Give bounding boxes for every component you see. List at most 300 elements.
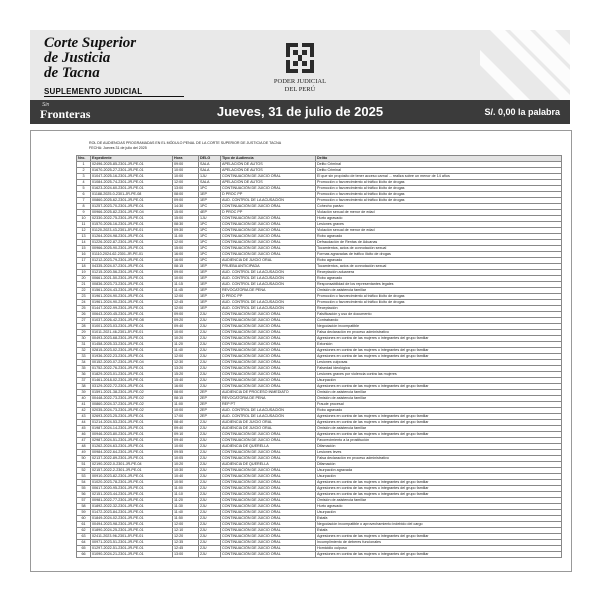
table-cell: 00836-2023-73-2301-JR-PE-01	[91, 282, 173, 288]
table-cell: 1EP	[199, 288, 221, 294]
table-cell: 01570-2026-16-2301-JR-PE-01	[91, 222, 173, 228]
table-cell: AUD. CONTROL DE LA ACUSACIÓN	[221, 282, 316, 288]
table-cell: D PROC PP	[221, 192, 316, 198]
table-cell: 01215-2020-56-2301-JR-PE-01	[91, 270, 173, 276]
table-cell: 2JU	[199, 480, 221, 486]
table-cell: 00448-2022-73-2301-JR-PE-02	[91, 396, 173, 402]
table-cell: CONTINUACIÓN DE JUICIO ORAL	[221, 360, 316, 366]
table-cell: Omisión de asistencia familiar	[316, 288, 562, 294]
table-cell: Cohecho pasivo	[316, 204, 562, 210]
table-cell: 18	[77, 264, 91, 270]
table-cell: 16:00	[173, 384, 199, 390]
table-cell: 02330-2022-75-2301-JR-PE-01	[91, 216, 173, 222]
table-cell: 15	[77, 246, 91, 252]
table-cell: 01961-2024-90-2301-JR-PE-01	[91, 294, 173, 300]
table-cell: Homicidio culposo	[316, 546, 562, 552]
table-cell: 11:45	[173, 288, 199, 294]
table-cell: 12:00	[173, 306, 199, 312]
table-cell: CONTINUACIÓN DE JUICIO ORAL	[221, 216, 316, 222]
table-cell: 13:00	[173, 552, 199, 558]
table-cell: Delito Criminal	[316, 162, 562, 168]
table-cell: 1EP	[199, 282, 221, 288]
table-cell: CONTINUACIÓN DE JUICIO ORAL	[221, 522, 316, 528]
table-cell: APELACIÓN DE AUTOS	[221, 168, 316, 174]
table-cell: 4	[77, 180, 91, 186]
supplement-underline	[44, 96, 184, 97]
table-cell: 1PC	[199, 186, 221, 192]
table-cell: 65	[77, 546, 91, 552]
document-title: ROL DE AUDIENCIAS PROGRAMADAS EN EL MÓDULO PENAL DE LA CORTE SUPERIOR DE JUSTICIA DE TACNA	[89, 141, 282, 145]
table-cell: Usurpación agravada	[316, 468, 562, 474]
table-cell: 12:45	[173, 546, 199, 552]
table-cell: 1PC	[199, 252, 221, 258]
table-cell: 1PC	[199, 240, 221, 246]
table-cell: 9	[77, 210, 91, 216]
table-cell: Tocamientos, actos de connotación sexual	[316, 264, 562, 270]
table-cell: AUD. CONTROL DE LA ACUSACIÓN	[221, 408, 316, 414]
table-cell: 00493-2023-68-2301-JR-PE-01	[91, 336, 173, 342]
table-cell: AUD. CONTROL DE LA ACUSACIÓN	[221, 414, 316, 420]
table-cell: 11:00	[173, 486, 199, 492]
table-cell: 10:30	[173, 468, 199, 474]
table-cell: CONTINUACIÓN DE JUICIO ORAL	[221, 384, 316, 390]
table-cell: Agresiones en contra de las mujeres o integrantes del grupo familiar	[316, 414, 562, 420]
table-cell: 11:20	[173, 342, 199, 348]
table-cell: 34	[77, 360, 91, 366]
hearings-document	[30, 130, 572, 572]
table-cell: 01670-2025-27-2301-JR-PE-01	[91, 168, 173, 174]
table-cell: CONTINUACIÓN DE JUICIO ORAL	[221, 456, 316, 462]
table-cell: 01084-2025-74-2301-JR-PE-01	[91, 180, 173, 186]
table-cell: Violación sexual de menor de edad	[316, 210, 562, 216]
table-cell: CONTINUACIÓN DE JUICIO ORAL	[221, 336, 316, 342]
table-cell: 2JU	[199, 540, 221, 546]
table-cell: CONTINUACIÓN DE JUICIO ORAL	[221, 450, 316, 456]
table-cell: CONTINUACIÓN DE JUICIO ORAL	[221, 174, 316, 180]
table-cell: 2JU	[199, 528, 221, 534]
table-cell: D PROC PP	[221, 294, 316, 300]
table-cell: Negociación incompatible	[316, 324, 562, 330]
table-cell: 31	[77, 342, 91, 348]
table-cell: 2JU	[199, 312, 221, 318]
table-cell: 1PC	[199, 258, 221, 264]
table-cell: APELACIÓN DE AUTOS	[221, 162, 316, 168]
table-cell: 12:00	[173, 522, 199, 528]
table-cell: Promoción o favorecimiento al tráfico ilícito de drogas	[316, 192, 562, 198]
table-cell: 2JU	[199, 522, 221, 528]
table-cell: 02496-2025-85-2301-JR-PE-01	[91, 162, 173, 168]
table-cell: 14	[77, 240, 91, 246]
table-cell: CONTINUACIÓN DE JUICIO ORAL	[221, 528, 316, 534]
date-band	[30, 100, 570, 124]
table-cell: 2JU	[199, 348, 221, 354]
table-cell: 02157-2022-2-2301-JR-PE-01	[91, 468, 173, 474]
poder-judicial-line-1: PODER JUDICIAL	[273, 78, 327, 85]
table-cell: CONTINUACIÓN DE JUICIO ORAL	[221, 510, 316, 516]
table-cell: 21	[77, 282, 91, 288]
table-cell: CONTINUACIÓN DE JUICIO ORAL	[221, 366, 316, 372]
sin-label: Sin	[42, 102, 50, 108]
table-cell: 51	[77, 462, 91, 468]
table-cell: 1PC	[199, 228, 221, 234]
table-cell: 43	[77, 414, 91, 420]
table-cell: Receptación aduanera	[316, 270, 562, 276]
table-cell: Difamación	[316, 444, 562, 450]
table-cell: 12:10	[173, 528, 199, 534]
table-cell: 25	[77, 306, 91, 312]
table-cell: 12:00	[173, 294, 199, 300]
table-cell: Agresiones en contra de las mujeres o integrantes del grupo familiar	[316, 486, 562, 492]
table-cell: 10:00	[173, 444, 199, 450]
table-cell: 01011-2021-46-2301-JR-PE-01	[91, 330, 173, 336]
table-cell: 33	[77, 354, 91, 360]
table-cell: AUD. CONTROL DE LA ACUSACIÓN	[221, 306, 316, 312]
table-cell: Favorecimiento a la prostitución	[316, 438, 562, 444]
table-cell: 2JU	[199, 354, 221, 360]
table-cell: CONTINUACIÓN DE JUICIO ORAL	[221, 186, 316, 192]
table-cell: 10:00	[173, 408, 199, 414]
table-cell: 09:40	[173, 426, 199, 432]
table-cell: CONTINUACIÓN DE JUICIO ORAL	[221, 342, 316, 348]
table-cell: 2JU	[199, 426, 221, 432]
table-cell: 2JU	[199, 324, 221, 330]
table-cell: CONTINUACIÓN DE JUICIO ORAL	[221, 504, 316, 510]
table-cell: 12:20	[173, 534, 199, 540]
table-cell: AUDIENCIA DE JUICIO ORAL	[221, 258, 316, 264]
table-cell: 64	[77, 540, 91, 546]
table-cell: 12:00	[173, 354, 199, 360]
table-cell: 1EP	[199, 300, 221, 306]
table-cell: 2EP	[199, 408, 221, 414]
table-cell: 5	[77, 186, 91, 192]
table-cell: 08:15	[173, 396, 199, 402]
table-cell: 10:50	[173, 480, 199, 486]
table-cell: 00971-2023-51-2301-JR-PE-01	[91, 540, 173, 546]
table-cell: CONTINUACIÓN DE JUICIO ORAL	[221, 540, 316, 546]
table-cell: 09:00	[173, 198, 199, 204]
table-cell: 2JU	[199, 336, 221, 342]
table-cell: REP PT	[221, 402, 316, 408]
table-cell: 02035-2024-73-2301-JR-PE-02	[91, 408, 173, 414]
table-cell: 2JU	[199, 372, 221, 378]
table-cell: 09:30	[173, 228, 199, 234]
table-cell: 01591-2021-38-2301-JR-PE-02	[91, 390, 173, 396]
table-cell: Lesiones culposas	[316, 360, 562, 366]
table-cell: 26	[77, 312, 91, 318]
table-cell: 2JU	[199, 552, 221, 558]
table-cell: 2JU	[199, 318, 221, 324]
edition-date: Jueves, 31 de julio de 2025	[216, 104, 384, 119]
table-cell: 00152-2020-07-2301-JR-PE-04	[91, 360, 173, 366]
table-cell: 24	[77, 300, 91, 306]
table-cell: 2EP	[199, 414, 221, 420]
table-cell: 02987-2024-51-2301-JR-PE-01	[91, 438, 173, 444]
table-cell: AUDIENCIA DE QUERELLA	[221, 462, 316, 468]
table-cell: AUDIENCIA DE PROCESO INMEDIATO	[221, 390, 316, 396]
table-cell: Formas agravadas de tráfico ilícito de drogas	[316, 252, 562, 258]
table-cell: 01001-2023-03-2301-JR-PE-01	[91, 324, 173, 330]
table-cell: 61	[77, 522, 91, 528]
table-cell: 2JU	[199, 342, 221, 348]
table-cell: 8	[77, 204, 91, 210]
table-cell: 10:00	[173, 276, 199, 282]
table-cell: 57	[77, 498, 91, 504]
table-cell: 2JU	[199, 546, 221, 552]
table-cell: 03129-2022-72-2301-JR-PE-01	[91, 384, 173, 390]
table-cell: 45	[77, 426, 91, 432]
table-cell: Contrabando	[316, 318, 562, 324]
table-cell: 00643-2020-45-2301-JR-PE-01	[91, 312, 173, 318]
table-cell: 10:00	[173, 174, 199, 180]
table-cell: CONTINUACIÓN DE JUICIO ORAL	[221, 324, 316, 330]
table-cell: Hurto agravado	[316, 504, 562, 510]
table-cell: CONTINUACIÓN DE JUICIO ORAL	[221, 372, 316, 378]
table-cell: 37	[77, 378, 91, 384]
table-cell: AUD. CONTROL DE LA ACUSACIÓN	[221, 270, 316, 276]
table-cell: CONTINUACIÓN DE JUICIO ORAL	[221, 474, 316, 480]
table-cell: 09:55	[173, 450, 199, 456]
table-cell: 29	[77, 330, 91, 336]
table-cell: Usurpación	[316, 474, 562, 480]
table-cell: 12:00	[173, 180, 199, 186]
table-cell: Difamación	[316, 462, 562, 468]
table-cell: 11:40	[173, 348, 199, 354]
table-cell: 10:05	[173, 456, 199, 462]
table-cell: 01561-2024-43-2301-JR-PE-01	[91, 288, 173, 294]
table-cell: 01752-2022-76-2301-JR-PE-01	[91, 366, 173, 372]
table-cell: 10	[77, 216, 91, 222]
table-cell: CONTINUACIÓN DE JUICIO ORAL	[221, 234, 316, 240]
table-cell: 01461-2018-02-2301-JR-PE-01	[91, 378, 173, 384]
table-cell: 2JU	[199, 516, 221, 522]
table-cell: Agresiones en contra de las mujeres o integrantes del grupo familiar	[316, 432, 562, 438]
table-cell: 1PC	[199, 204, 221, 210]
table-cell: Falsa declaración en proceso administrativo	[316, 456, 562, 462]
table-cell: 54	[77, 480, 91, 486]
table-cell: Omisión de asistencia familiar	[316, 396, 562, 402]
table-cell: 15:00	[173, 216, 199, 222]
table-cell: Robo agravado	[316, 258, 562, 264]
table-cell: AUDIENCIA DE JUICIO ORAL	[221, 426, 316, 432]
table-cell: 01936-2022-23-2301-JR-PE-01	[91, 354, 173, 360]
table-cell: Responsabilidad de los representantes legales	[316, 282, 562, 288]
table-cell: CONTINUACIÓN DE JUICIO ORAL	[221, 438, 316, 444]
table-cell: 10:00	[173, 330, 199, 336]
table-cell: CONTINUACIÓN DE JUICIO ORAL	[221, 432, 316, 438]
table-cell: 01214-2024-53-2301-JR-PE-01	[91, 420, 173, 426]
table-cell: 1JU	[199, 174, 221, 180]
table-cell: CONTINUACIÓN DE JUICIO ORAL	[221, 240, 316, 246]
table-cell: 09:00	[173, 270, 199, 276]
table-cell: 01264-2024-98-2301-JR-PE-01	[91, 234, 173, 240]
poder-judicial-line-2: DEL PERÚ	[284, 85, 316, 93]
table-cell: 38	[77, 384, 91, 390]
table-cell: PRUEBA ANTICIPADA	[221, 264, 316, 270]
table-cell: AUD. CONTROL DE LA ACUSACIÓN	[221, 198, 316, 204]
table-cell: Promoción o favorecimiento al tráfico ilícito de drogas	[316, 180, 562, 186]
poder-judicial-text	[264, 78, 336, 93]
document-date: FECHA: Jueves 31 de julio del 2025	[89, 146, 147, 150]
table-cell: 42	[77, 408, 91, 414]
table-cell: 00661-2021-50-2301-JR-PE-01	[91, 276, 173, 282]
table-cell: 13:20	[173, 366, 199, 372]
table-cell: 4EP	[199, 210, 221, 216]
table-cell: Falsedad ideológica	[316, 366, 562, 372]
court-title-line-1: Corte Superior	[44, 35, 137, 51]
table-cell: 59	[77, 510, 91, 516]
table-cell: 2JU	[199, 360, 221, 366]
table-cell: 00860-2025-62-2301-JR-PE-01	[91, 198, 173, 204]
table-cell: Hurto agravado	[316, 216, 562, 222]
table-body	[77, 162, 562, 558]
table-cell: 00946-2023-80-2301-JR-PE-01	[91, 432, 173, 438]
table-cell: 01110-2024-62-2301-JR-PE-01	[91, 252, 173, 258]
table-cell: Lesiones graves	[316, 222, 562, 228]
table-cell: 02693-2023-25-2301-JR-PE-01	[91, 414, 173, 420]
table-cell: APELACIÓN DE AUTOS	[221, 180, 316, 186]
table-cell: 1EP	[199, 276, 221, 282]
table-cell: 10:20	[173, 462, 199, 468]
table-cell: 1EP	[199, 192, 221, 198]
table-cell: 27	[77, 318, 91, 324]
table-cell: REVOCATORIA DE PENA	[221, 288, 316, 294]
table-cell: 15:00	[173, 246, 199, 252]
table-cell: 12:45	[173, 300, 199, 306]
table-cell: 2JU	[199, 330, 221, 336]
table-cell: Lesiones leves	[316, 450, 562, 456]
table-cell: 1	[77, 162, 91, 168]
table-cell: 20	[77, 276, 91, 282]
table-cell: 10:20	[173, 336, 199, 342]
table-cell: 2JU	[199, 486, 221, 492]
table-cell: 10:00	[173, 168, 199, 174]
table-cell: 12:30	[173, 360, 199, 366]
table-cell: 17:00	[173, 414, 199, 420]
table-cell: 00494-2023-98-2301-JR-PE-01	[91, 522, 173, 528]
table-cell: Violación sexual de menor de edad	[316, 228, 562, 234]
table-cell: CONTINUACIÓN DE JUICIO ORAL	[221, 486, 316, 492]
table-cell: CONTINUACIÓN DE JUICIO ORAL	[221, 516, 316, 522]
table-cell: 3	[77, 174, 91, 180]
table-cell: 02137-2022-89-2301-JR-PE-01	[91, 456, 173, 462]
table-cell: Fraude procesal	[316, 402, 562, 408]
table-cell: 01037-2026-42-2301-JR-PE-08	[91, 318, 173, 324]
table-cell: 16	[77, 252, 91, 258]
table-cell: 49	[77, 450, 91, 456]
table-cell: 00966-2025-82-2301-JR-PE-04	[91, 210, 173, 216]
table-cell: CONTINUACIÓN DE JUICIO ORAL	[221, 546, 316, 552]
table-cell: CONTINUACIÓN DE JUICIO ORAL	[221, 228, 316, 234]
court-title-line-2: de Justicia	[44, 50, 111, 66]
table-cell: 00981-2022-77-2301-JR-PE-01	[91, 498, 173, 504]
table-cell: CONTINUACIÓN DE JUICIO ORAL	[221, 204, 316, 210]
table-cell: 2EP	[199, 390, 221, 396]
table-cell: 55	[77, 486, 91, 492]
table-cell: D PROC PP	[221, 210, 316, 216]
table-cell: 2	[77, 168, 91, 174]
table-cell: 2EP	[199, 402, 221, 408]
table-cell: CONTINUACIÓN DE JUICIO ORAL	[221, 480, 316, 486]
table-cell: CONTINUACIÓN DE JUICIO ORAL	[221, 492, 316, 498]
table-cell: 09:00	[173, 312, 199, 318]
table-cell: 11:40	[173, 510, 199, 516]
table-cell: 11:00	[173, 234, 199, 240]
table-cell: 7	[77, 198, 91, 204]
column-header: Hora	[173, 156, 199, 162]
price-label: S/. 0,00 la palabra	[484, 107, 560, 117]
table-cell: CONTINUACIÓN DE JUICIO ORAL	[221, 534, 316, 540]
table-cell: 40	[77, 396, 91, 402]
table-cell: 01458-2025-33-2301-JR-PE-01	[91, 342, 173, 348]
table-cell: 13	[77, 234, 91, 240]
table-cell: 01829-2023-01-2301-JR-PE-01	[91, 372, 173, 378]
table-cell: 02411-2023-96-2301-JR-PE-01	[91, 534, 173, 540]
table-cell: 15:20	[173, 372, 199, 378]
table-cell: CONTINUACIÓN DE JUICIO ORAL	[221, 552, 316, 558]
table-cell: 2JU	[199, 474, 221, 480]
table-cell: 1EP	[199, 198, 221, 204]
table-cell: 01623-2024-60-2301-JR-PE-01	[91, 186, 173, 192]
table-cell: 22	[77, 288, 91, 294]
table-cell: SALA	[199, 180, 221, 186]
table-cell: Robo agravado	[316, 408, 562, 414]
table-cell: 2JU	[199, 462, 221, 468]
table-cell: CONTINUACIÓN DE JUICIO ORAL	[221, 222, 316, 228]
table-cell: 2JU	[199, 534, 221, 540]
table-cell: 09:40	[173, 438, 199, 444]
table-cell: 01257-2023-70-2301-JR-PE-01	[91, 204, 173, 210]
table-cell: El que sin propósito de tener acceso carnal ... realiza sobre un menor de 14 años	[316, 174, 562, 180]
table-cell: CONTINUACIÓN DE JUICIO ORAL	[221, 348, 316, 354]
table-cell: 52	[77, 468, 91, 474]
table-cell: 11:30	[173, 504, 199, 510]
table-cell: 02190-2022-0-2301-JR-PE-04	[91, 462, 173, 468]
table-cell: 58	[77, 504, 91, 510]
table-cell: 35	[77, 366, 91, 372]
table-cell: CONTINUACIÓN DE JUICIO ORAL	[221, 318, 316, 324]
table-cell: 53	[77, 474, 91, 480]
table-cell: 02815-2023-02-2301-JR-PE-01	[91, 348, 173, 354]
table-cell: 1EP	[199, 306, 221, 312]
table-cell: 2JU	[199, 366, 221, 372]
table-cell: 16:00	[173, 252, 199, 258]
table-cell: Estafa	[316, 528, 562, 534]
table-cell: 01892-2022-32-2301-JR-PE-01	[91, 504, 173, 510]
table-cell: 08:00	[173, 390, 199, 396]
table-cell: Agresiones en contra de las mujeres o integrantes del grupo familiar	[316, 354, 562, 360]
table-cell: 11:20	[173, 498, 199, 504]
table-cell: Extorsión	[316, 342, 562, 348]
table-cell: 11:50	[173, 516, 199, 522]
table-cell: 00984-2022-64-2301-JR-PE-01	[91, 450, 173, 456]
table-cell: 08:30	[173, 222, 199, 228]
table-cell: 08:40	[173, 420, 199, 426]
table-cell: Promoción o favorecimiento al tráfico ilícito de drogas	[316, 300, 562, 306]
table-cell: AUDIENCIA DE JUICIO ORAL	[221, 420, 316, 426]
table-cell: 08:15	[173, 264, 199, 270]
table-cell: Incumplimiento de deberes funcionales	[316, 540, 562, 546]
table-cell: 66	[77, 552, 91, 558]
table-cell: 60	[77, 516, 91, 522]
table-cell: SALA	[199, 168, 221, 174]
table-cell: AUD. CONTROL DE LA ACUSACIÓN	[221, 300, 316, 306]
table-cell: Promoción o favorecimiento al tráfico ilícito de drogas	[316, 186, 562, 192]
table-cell: 50	[77, 456, 91, 462]
table-cell: 09:20	[173, 318, 199, 324]
table-cell: 11:10	[173, 492, 199, 498]
table-cell: Receptación	[316, 306, 562, 312]
table-cell: 01890-2024-25-2301-JR-PE-01	[91, 528, 173, 534]
